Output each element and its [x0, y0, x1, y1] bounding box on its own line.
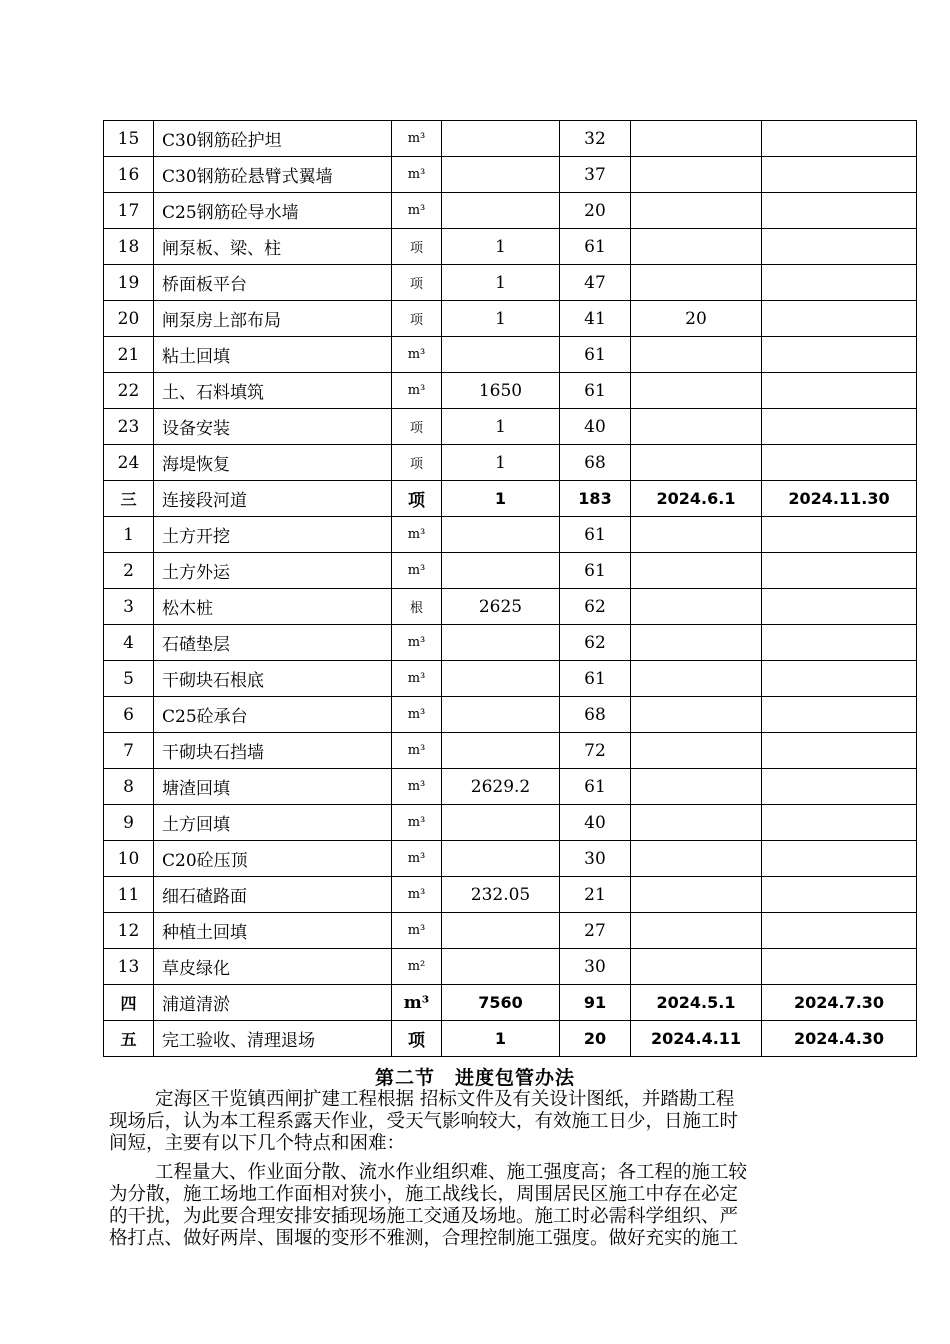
cell-end: 2024.7.30 — [762, 985, 917, 1021]
cell-name: 设备安装 — [154, 409, 392, 445]
cell-name: 土方回填 — [154, 805, 392, 841]
cell-no: 6 — [104, 697, 154, 733]
cell-end — [762, 877, 917, 913]
paragraph-line: 定海区干览镇西闸扩建工程根据 招标文件及有关设计图纸，并踏勘工程 — [155, 1089, 735, 1110]
cell-qty — [442, 553, 560, 589]
cell-no: 10 — [104, 841, 154, 877]
cell-unit: m³ — [392, 877, 442, 913]
cell-no: 9 — [104, 805, 154, 841]
cell-start — [631, 841, 762, 877]
table-row — [104, 445, 917, 481]
paragraph-line: 格打点、做好两岸、围堰的变形不雅测，合理控制施工强度。做好充实的施工 — [109, 1228, 739, 1249]
table-row — [104, 985, 917, 1021]
table-row — [104, 301, 917, 337]
paragraph-line: 现场后，认为本工程系露天作业，受天气影响较大，有效施工日少，日施工时 — [109, 1111, 739, 1132]
cell-start: 2024.4.11 — [631, 1021, 762, 1057]
table-row — [104, 661, 917, 697]
cell-end — [762, 841, 917, 877]
cell-name: 海堤恢复 — [154, 445, 392, 481]
cell-start — [631, 589, 762, 625]
table-row — [104, 517, 917, 553]
cell-days: 61 — [560, 337, 631, 373]
cell-qty — [442, 193, 560, 229]
cell-end — [762, 553, 917, 589]
cell-no: 12 — [104, 913, 154, 949]
cell-start — [631, 805, 762, 841]
cell-days: 40 — [560, 409, 631, 445]
table-row — [104, 1021, 917, 1057]
cell-name: 干砌块石挡墙 — [154, 733, 392, 769]
cell-no: 19 — [104, 265, 154, 301]
cell-end — [762, 625, 917, 661]
cell-end — [762, 337, 917, 373]
cell-unit: m³ — [392, 625, 442, 661]
cell-days: 61 — [560, 553, 631, 589]
cell-name: C30钢筋砼悬臂式翼墙 — [154, 157, 392, 193]
table-row — [104, 193, 917, 229]
cell-no: 18 — [104, 229, 154, 265]
cell-no: 2 — [104, 553, 154, 589]
paragraph-2 — [109, 1162, 869, 1250]
cell-no: 15 — [104, 121, 154, 157]
cell-start — [631, 697, 762, 733]
cell-unit: 项 — [392, 445, 442, 481]
cell-unit: 项 — [392, 229, 442, 265]
cell-qty — [442, 697, 560, 733]
cell-days: 62 — [560, 625, 631, 661]
cell-unit: m² — [392, 949, 442, 985]
table-row — [104, 157, 917, 193]
cell-qty: 1 — [442, 409, 560, 445]
cell-days: 21 — [560, 877, 631, 913]
cell-qty: 7560 — [442, 985, 560, 1021]
cell-qty — [442, 805, 560, 841]
cell-qty — [442, 841, 560, 877]
table-row — [104, 625, 917, 661]
cell-start — [631, 913, 762, 949]
cell-no: 五 — [104, 1021, 154, 1057]
cell-days: 61 — [560, 517, 631, 553]
cell-qty: 232.05 — [442, 877, 560, 913]
cell-unit: m³ — [392, 517, 442, 553]
cell-start — [631, 229, 762, 265]
cell-unit: m³ — [392, 337, 442, 373]
cell-name: 土、石料填筑 — [154, 373, 392, 409]
cell-days: 40 — [560, 805, 631, 841]
cell-name: 粘土回填 — [154, 337, 392, 373]
cell-qty — [442, 517, 560, 553]
cell-end — [762, 121, 917, 157]
cell-name: 桥面板平台 — [154, 265, 392, 301]
cell-unit: m³ — [392, 913, 442, 949]
table-row — [104, 913, 917, 949]
cell-no: 1 — [104, 517, 154, 553]
cell-end — [762, 445, 917, 481]
cell-start — [631, 661, 762, 697]
cell-name: 完工验收、清理退场 — [154, 1021, 392, 1057]
cell-unit: m³ — [392, 121, 442, 157]
table-row — [104, 733, 917, 769]
cell-days: 41 — [560, 301, 631, 337]
cell-name: C30钢筋砼护坦 — [154, 121, 392, 157]
cell-days: 27 — [560, 913, 631, 949]
cell-qty — [442, 913, 560, 949]
cell-end — [762, 949, 917, 985]
cell-no: 17 — [104, 193, 154, 229]
cell-no: 四 — [104, 985, 154, 1021]
cell-start — [631, 553, 762, 589]
cell-qty — [442, 337, 560, 373]
cell-end — [762, 697, 917, 733]
cell-end — [762, 157, 917, 193]
cell-name: C20砼压顶 — [154, 841, 392, 877]
cell-qty: 1 — [442, 1021, 560, 1057]
cell-start — [631, 337, 762, 373]
cell-end — [762, 805, 917, 841]
cell-qty: 1 — [442, 301, 560, 337]
cell-qty — [442, 949, 560, 985]
cell-unit: m³ — [392, 985, 442, 1021]
cell-start — [631, 769, 762, 805]
cell-name: C25钢筋砼导水墙 — [154, 193, 392, 229]
cell-days: 91 — [560, 985, 631, 1021]
cell-unit: m³ — [392, 661, 442, 697]
cell-end — [762, 265, 917, 301]
cell-start — [631, 121, 762, 157]
paragraph-line: 的干扰，为此要合理安排安插现场施工交通及场地。施工时必需科学组织、严 — [109, 1206, 739, 1227]
cell-unit: m³ — [392, 733, 442, 769]
cell-no: 13 — [104, 949, 154, 985]
cell-unit: m³ — [392, 193, 442, 229]
cell-qty — [442, 157, 560, 193]
cell-no: 20 — [104, 301, 154, 337]
paragraph-1 — [109, 1089, 869, 1155]
cell-no: 7 — [104, 733, 154, 769]
cell-qty — [442, 625, 560, 661]
cell-unit: m³ — [392, 805, 442, 841]
cell-start — [631, 949, 762, 985]
cell-end — [762, 517, 917, 553]
cell-days: 68 — [560, 445, 631, 481]
cell-start — [631, 409, 762, 445]
cell-start — [631, 625, 762, 661]
cell-start: 20 — [631, 301, 762, 337]
cell-start — [631, 733, 762, 769]
cell-end — [762, 733, 917, 769]
table-row — [104, 553, 917, 589]
cell-name: 闸泵板、梁、柱 — [154, 229, 392, 265]
table-row — [104, 481, 917, 517]
cell-qty: 2625 — [442, 589, 560, 625]
cell-days: 30 — [560, 841, 631, 877]
cell-qty: 1 — [442, 481, 560, 517]
cell-days: 61 — [560, 661, 631, 697]
cell-no: 24 — [104, 445, 154, 481]
cell-unit: m³ — [392, 553, 442, 589]
cell-end — [762, 301, 917, 337]
cell-no: 5 — [104, 661, 154, 697]
table-row — [104, 841, 917, 877]
cell-no: 4 — [104, 625, 154, 661]
table-row — [104, 229, 917, 265]
paragraph-line: 间短，主要有以下几个特点和困难： — [109, 1133, 406, 1154]
cell-unit: m³ — [392, 769, 442, 805]
paragraph-line: 工程量大、作业面分散、流水作业组织难、施工强度高；各工程的施工较 — [155, 1162, 748, 1183]
cell-days: 32 — [560, 121, 631, 157]
cell-qty: 1 — [442, 445, 560, 481]
table-row — [104, 409, 917, 445]
cell-no: 16 — [104, 157, 154, 193]
cell-name: 松木桩 — [154, 589, 392, 625]
cell-unit: 根 — [392, 589, 442, 625]
table-row — [104, 769, 917, 805]
cell-days: 62 — [560, 589, 631, 625]
cell-qty: 2629.2 — [442, 769, 560, 805]
cell-unit: m³ — [392, 697, 442, 733]
table-row — [104, 949, 917, 985]
cell-no: 3 — [104, 589, 154, 625]
cell-start: 2024.6.1 — [631, 481, 762, 517]
cell-unit: m³ — [392, 373, 442, 409]
cell-qty: 1 — [442, 265, 560, 301]
cell-unit: 项 — [392, 481, 442, 517]
cell-end — [762, 589, 917, 625]
cell-start: 2024.5.1 — [631, 985, 762, 1021]
cell-unit: m³ — [392, 841, 442, 877]
paragraph-line: 为分散，施工场地工作面相对狭小，施工战线长，周围居民区施工中存在必定 — [109, 1184, 739, 1205]
cell-qty — [442, 733, 560, 769]
cell-qty — [442, 661, 560, 697]
table-row — [104, 805, 917, 841]
cell-name: 塘渣回填 — [154, 769, 392, 805]
table-row — [104, 337, 917, 373]
cell-name: 土方开挖 — [154, 517, 392, 553]
table-row — [104, 265, 917, 301]
cell-days: 20 — [560, 1021, 631, 1057]
cell-qty — [442, 121, 560, 157]
cell-name: 细石碴路面 — [154, 877, 392, 913]
cell-days: 30 — [560, 949, 631, 985]
cell-no: 22 — [104, 373, 154, 409]
cell-no: 三 — [104, 481, 154, 517]
cell-end: 2024.11.30 — [762, 481, 917, 517]
cell-no: 23 — [104, 409, 154, 445]
section-title: 第二节 进度包管办法 — [374, 1067, 575, 1089]
cell-unit: 项 — [392, 1021, 442, 1057]
cell-end — [762, 193, 917, 229]
cell-days: 68 — [560, 697, 631, 733]
cell-no: 8 — [104, 769, 154, 805]
cell-unit: 项 — [392, 409, 442, 445]
cell-days: 61 — [560, 373, 631, 409]
schedule-table-body — [104, 121, 917, 1057]
table-row — [104, 373, 917, 409]
cell-end: 2024.4.30 — [762, 1021, 917, 1057]
cell-end — [762, 229, 917, 265]
cell-days: 72 — [560, 733, 631, 769]
cell-qty: 1650 — [442, 373, 560, 409]
cell-days: 61 — [560, 769, 631, 805]
cell-name: C25砼承台 — [154, 697, 392, 733]
cell-name: 土方外运 — [154, 553, 392, 589]
cell-start — [631, 193, 762, 229]
cell-days: 37 — [560, 157, 631, 193]
cell-days: 183 — [560, 481, 631, 517]
cell-days: 61 — [560, 229, 631, 265]
cell-unit: 项 — [392, 265, 442, 301]
table-row — [104, 589, 917, 625]
cell-start — [631, 445, 762, 481]
table-row — [104, 877, 917, 913]
cell-end — [762, 661, 917, 697]
cell-no: 21 — [104, 337, 154, 373]
cell-start — [631, 157, 762, 193]
cell-name: 连接段河道 — [154, 481, 392, 517]
cell-days: 20 — [560, 193, 631, 229]
cell-end — [762, 913, 917, 949]
cell-start — [631, 877, 762, 913]
cell-start — [631, 265, 762, 301]
cell-qty: 1 — [442, 229, 560, 265]
cell-end — [762, 769, 917, 805]
cell-name: 闸泵房上部布局 — [154, 301, 392, 337]
cell-name: 种植土回填 — [154, 913, 392, 949]
cell-no: 11 — [104, 877, 154, 913]
cell-name: 浦道清淤 — [154, 985, 392, 1021]
cell-end — [762, 409, 917, 445]
cell-name: 干砌块石根底 — [154, 661, 392, 697]
cell-name: 草皮绿化 — [154, 949, 392, 985]
cell-unit: m³ — [392, 157, 442, 193]
cell-unit: 项 — [392, 301, 442, 337]
table-row — [104, 697, 917, 733]
cell-start — [631, 373, 762, 409]
schedule-table — [103, 120, 917, 1057]
cell-name: 石碴垫层 — [154, 625, 392, 661]
cell-end — [762, 373, 917, 409]
cell-start — [631, 517, 762, 553]
table-row — [104, 121, 917, 157]
cell-days: 47 — [560, 265, 631, 301]
